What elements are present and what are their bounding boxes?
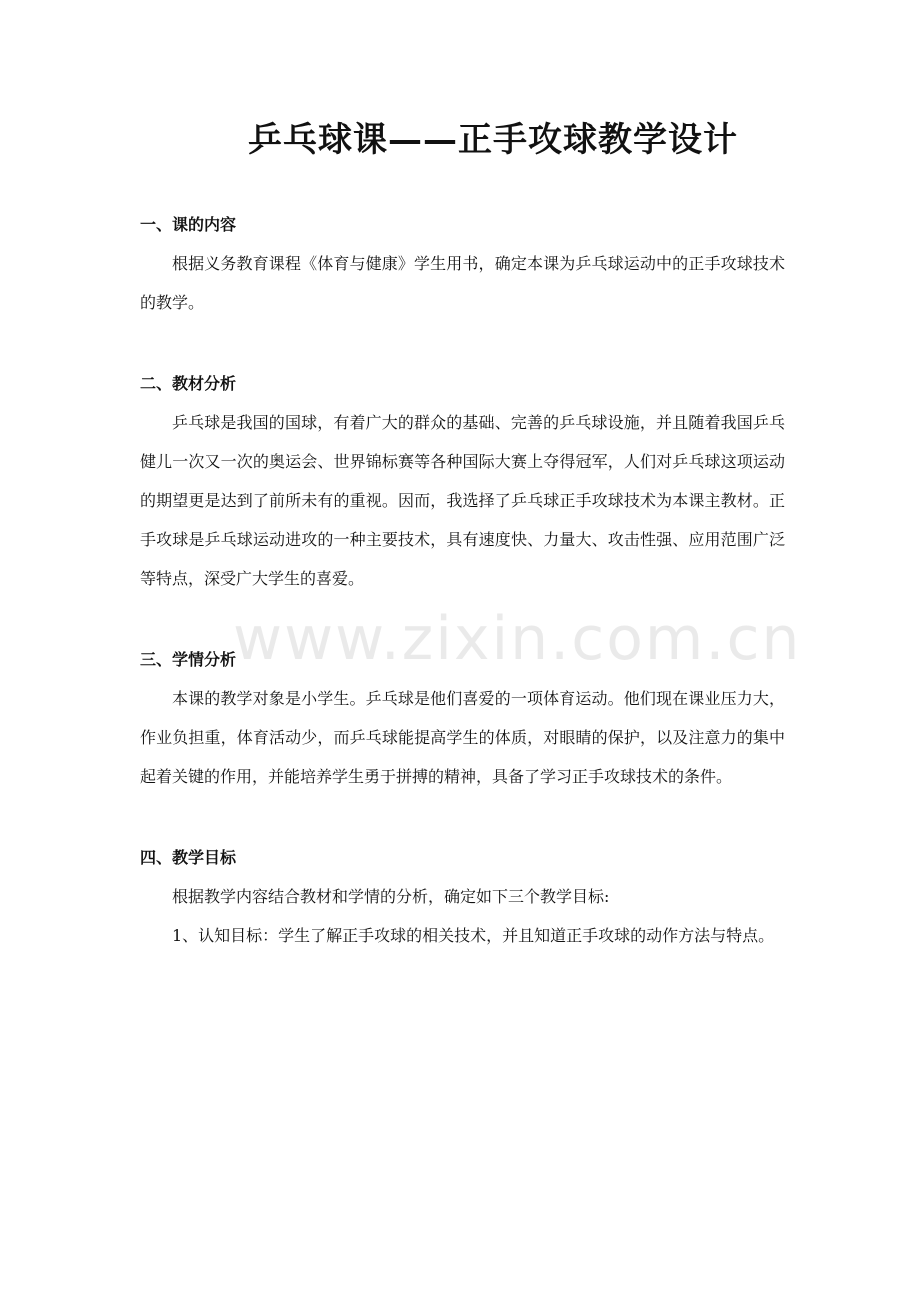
section-paragraph: 根据教学内容结合教材和学情的分析，确定如下三个教学目标:	[172, 887, 610, 906]
watermark-text: www.zixin.com.cn	[233, 604, 802, 674]
section-course-content	[140, 210, 785, 322]
section-paragraph: 1、认知目标：学生了解正手攻球的相关技术，并且知道正手攻球的动作方法与特点。	[172, 926, 775, 945]
section-paragraph: 根据义务教育课程《体育与健康》学生用书，确定本课为乒乓球运动中的正手攻球技术的教学。	[140, 254, 785, 312]
section-heading: 四、教学目标	[140, 848, 237, 867]
section-student-analysis	[140, 645, 785, 796]
section-teaching-goals	[140, 843, 785, 955]
section-paragraph: 本课的教学对象是小学生。乒乓球是他们喜爱的一项体育运动。他们现在课业压力大，作业负担重，体育活动少，而乒乓球能提高学生的体质，对眼睛的保护，以及注意力的集中起着关键的作用，并能培养学生勇于拼搏的精神，具备了学习正手攻球技术的条件。	[140, 689, 785, 786]
section-paragraph: 乒乓球是我国的国球，有着广大的群众的基础、完善的乒乓球设施，并且随着我国乒乓健儿一次又一次的奥运会、世界锦标赛等各种国际大赛上夺得冠军，人们对乒乓球这项运动的期望更是达到了前所未有的重视。因而，我选择了乒乓球正手攻球技术为本课主教材。正手攻球是乒乓球运动进攻的一种主要技术，具有速度快、力量大、攻击性强、应用范围广泛等特点，深受广大学生的喜爱。	[140, 413, 785, 588]
document-body	[140, 210, 785, 955]
section-heading: 二、教材分析	[140, 374, 237, 393]
section-heading: 一、课的内容	[140, 215, 237, 234]
section-material-analysis	[140, 369, 785, 598]
section-heading: 三、学情分析	[140, 650, 237, 669]
document-title: 乒乓球课——正手攻球教学设计	[248, 120, 738, 160]
